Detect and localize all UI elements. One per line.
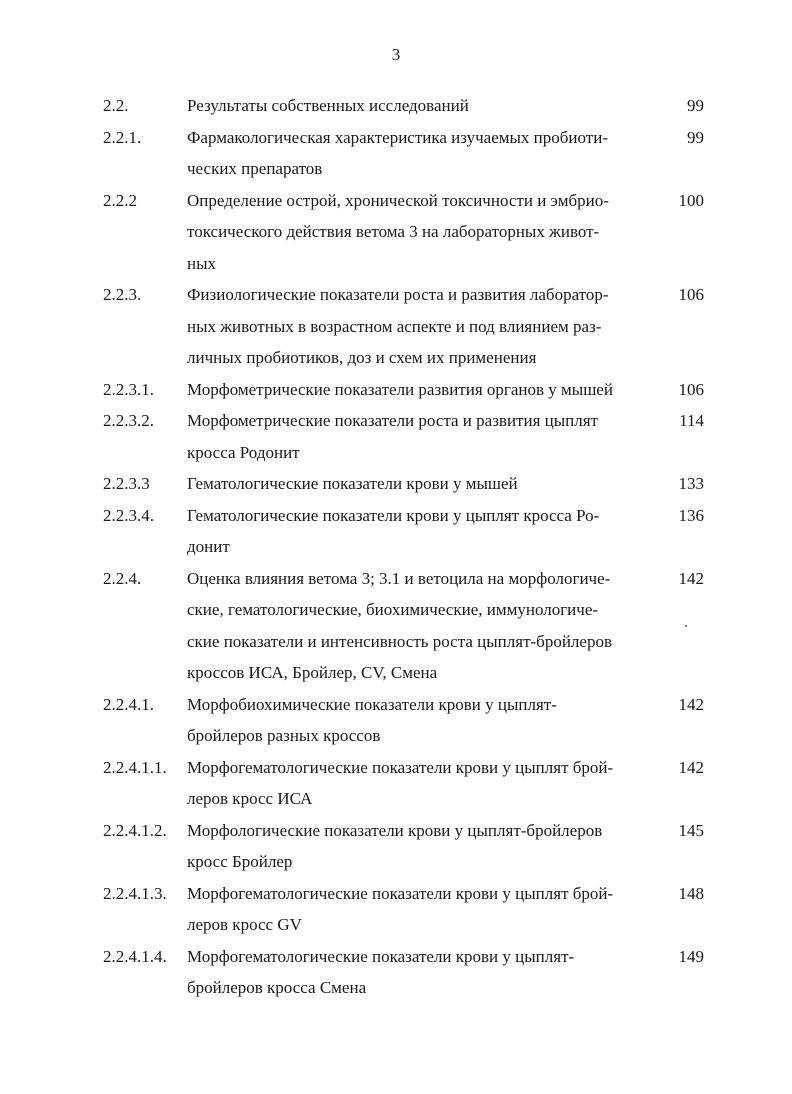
toc-entry-number: 2.2.4.1.4. bbox=[103, 946, 167, 966]
toc-entry-title: Морфогематологические показатели крови у цыплят- бройлеров кросса Смена bbox=[187, 946, 575, 997]
toc-entry bbox=[0, 279, 792, 374]
toc-entry bbox=[0, 185, 792, 280]
toc-entry-title: Определение острой, хронической токсичности и эмбрио- токсического действия ветома 3 на лабораторных живот- ных bbox=[187, 190, 609, 273]
toc-entry-number: 2.2.3.4. bbox=[103, 505, 154, 525]
toc-entry-number: 2.2.2 bbox=[103, 190, 137, 210]
toc-entry bbox=[0, 468, 792, 500]
toc-entry-number: 2.2.4.1.2. bbox=[103, 820, 167, 840]
toc-entry bbox=[0, 90, 792, 122]
table-of-contents bbox=[0, 90, 792, 1004]
scan-speck bbox=[685, 625, 687, 627]
toc-entry-title: Гематологические показатели крови у мышей bbox=[187, 474, 518, 493]
toc-entry-page: 100 bbox=[678, 190, 704, 210]
toc-entry-title: Морфометрические показатели развития органов у мышей bbox=[187, 379, 613, 399]
toc-entry-page: 142 bbox=[678, 694, 704, 714]
toc-entry-page: 136 bbox=[678, 505, 704, 525]
toc-entry-page: 149 bbox=[678, 946, 704, 966]
toc-entry bbox=[0, 878, 792, 941]
toc-entry-title: Морфологические показатели крови у цыплят-бройлеров кросс Бройлер bbox=[187, 820, 603, 871]
toc-entry-number: 2.2.4.1.3. bbox=[103, 883, 167, 903]
toc-entry-title: Морфобиохимические показатели крови у цыплят- бройлеров разных кроссов bbox=[187, 694, 557, 745]
toc-entry-title: Физиологические показатели роста и развития лаборатор- ных животных в возрастном аспекте и под влиянием раз- личных пробиотиков, доз и схем их применения bbox=[187, 285, 609, 367]
toc-entry-page: 133 bbox=[678, 474, 704, 493]
toc-entry bbox=[0, 815, 792, 878]
toc-entry-title: Морфогематологические показатели крови у цыплят брой- леров кросс GV bbox=[187, 883, 614, 934]
toc-entry-page: 99 bbox=[687, 127, 704, 147]
toc-entry-number: 2.2.3.3 bbox=[103, 474, 150, 493]
toc-entry-title: Гематологические показатели крови у цыплят кросса Ро- донит bbox=[187, 505, 600, 556]
toc-entry-page: 99 bbox=[687, 96, 704, 115]
page-number: 3 bbox=[391, 45, 401, 64]
toc-entry-number: 2.2.1. bbox=[103, 127, 142, 147]
toc-entry-title: Морфогематологические показатели крови у цыплят брой- леров кросс ИСА bbox=[187, 757, 614, 808]
toc-entry bbox=[0, 941, 792, 1004]
toc-entry-number: 2.2.4.1. bbox=[103, 694, 154, 714]
toc-entry-title: Оценка влияния ветома 3; 3.1 и ветоцила на морфологиче- ские, гематологические, биохимические, иммунологиче- ские показатели и интенсивность роста цыплят-бройлеров кроссов ИСА, Бройлер, CV, Смена bbox=[187, 568, 612, 682]
toc-entry-number: 2.2.4.1.1. bbox=[103, 757, 167, 777]
toc-entry-number: 2.2.3.1. bbox=[103, 379, 154, 399]
toc-entry-title: Морфометрические показатели роста и развития цыплят кросса Родонит bbox=[187, 411, 598, 462]
toc-entry bbox=[0, 374, 792, 406]
toc-entry-page: 106 bbox=[678, 285, 704, 304]
toc-entry bbox=[0, 689, 792, 752]
toc-entry bbox=[0, 122, 792, 185]
toc-entry-title: Фармакологическая характеристика изучаемых пробиоти- ческих препаратов bbox=[187, 127, 608, 178]
toc-entry-number: 2.2.3.2. bbox=[103, 411, 154, 430]
toc-entry-page: 148 bbox=[678, 883, 704, 903]
toc-entry-page: 114 bbox=[679, 411, 704, 430]
toc-entry-number: 2.2.4. bbox=[103, 568, 142, 588]
toc-entry-page: 142 bbox=[678, 757, 704, 777]
toc-entry-page: 145 bbox=[678, 820, 704, 840]
toc-entry bbox=[0, 563, 792, 689]
toc-entry bbox=[0, 752, 792, 815]
toc-entry bbox=[0, 405, 792, 468]
toc-entry-title: Результаты собственных исследований bbox=[187, 96, 469, 115]
toc-entry bbox=[0, 500, 792, 563]
toc-entry-page: 106 bbox=[678, 379, 704, 399]
toc-entry-number: 2.2. bbox=[103, 96, 129, 115]
toc-entry-page: 142 bbox=[678, 568, 704, 588]
toc-entry-number: 2.2.3. bbox=[103, 285, 142, 304]
